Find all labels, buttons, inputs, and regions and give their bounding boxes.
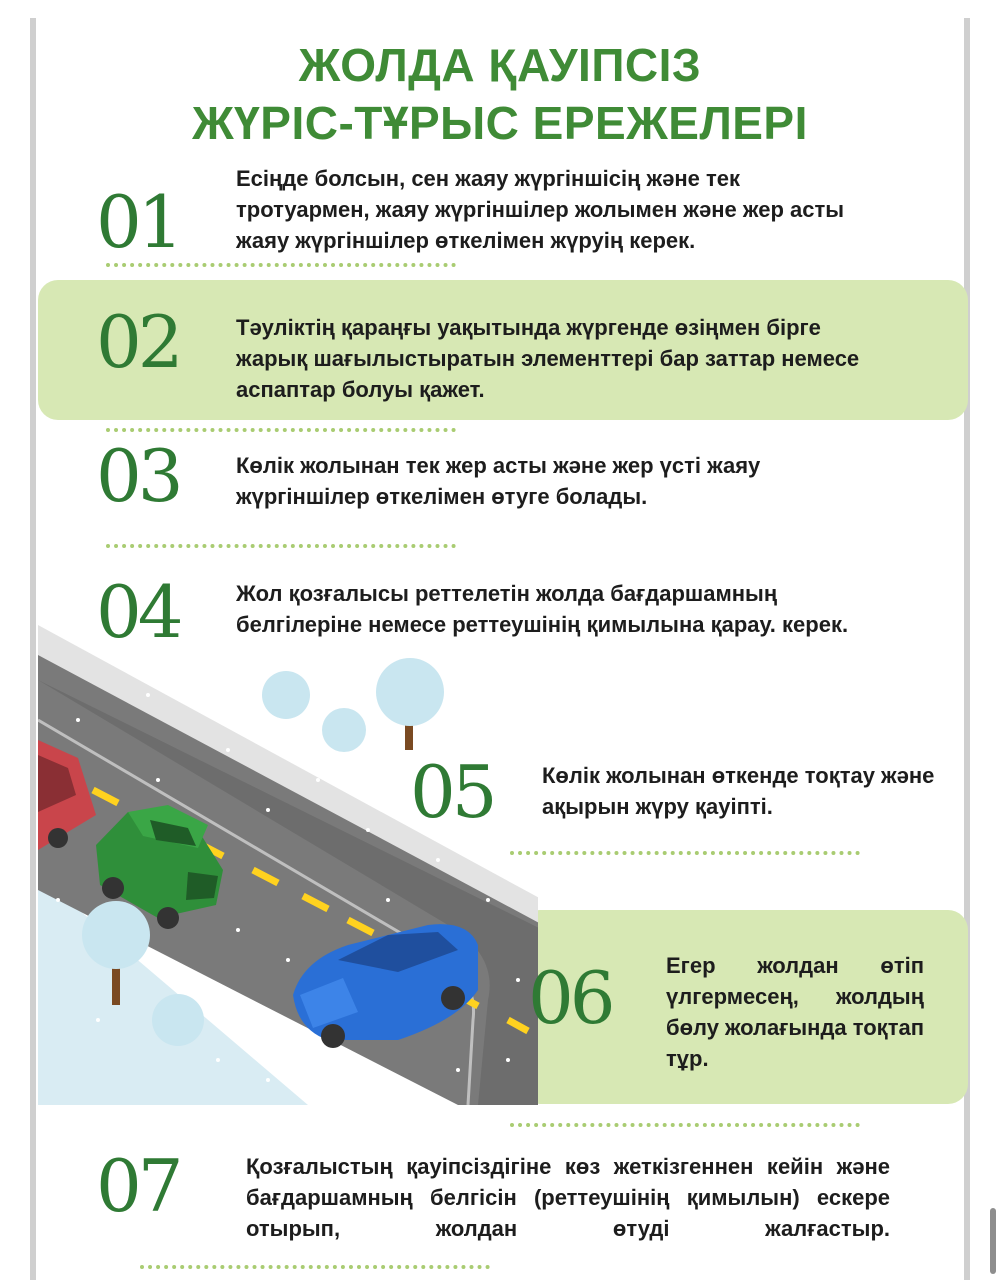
rule-03-text: Көлік жолынан тек жер асты және жер үсті жаяу жүргіншілер өткелімен өтуге болады.	[236, 453, 761, 509]
rule-03-number: 03	[96, 434, 180, 518]
road-illustration	[38, 600, 538, 1105]
rule-06-divider	[510, 1123, 860, 1127]
rule-01-divider	[106, 263, 456, 267]
rule-02-text: Тәуліктің қараңғы уақытында жүргенде өзіңмен бірге жарық шағылыстыратын элементтері бар заттар немесе аспаптар болуы қажет.	[236, 315, 860, 402]
rule-05-text: Көлік жолынан өткенде тоқтау және ақырын жүру қауіпті.	[542, 763, 935, 819]
snowy-bush-1	[262, 671, 310, 719]
left-frame-line	[30, 18, 36, 1280]
rule-02-number: 02	[96, 300, 180, 384]
rule-07-divider	[140, 1265, 490, 1269]
title-line-1: ЖОЛДА ҚАУІПСІЗ	[298, 39, 702, 91]
rule-06-text: Егер жолдан өтіп үлгермесең, жолдың бөлу жолағында тоқтап тұр.	[666, 953, 924, 1071]
rule-01-text: Есіңде болсын, сен жаяу жүргіншісің және тек тротуармен, жаяу жүргіншілер жолымен және жер асты жаяу жүргіншілер өткелімен жүруің керек.	[236, 166, 845, 253]
scrollbar-thumb[interactable]	[990, 1208, 996, 1274]
snowy-bush-3	[152, 994, 204, 1046]
rule-06-number: 06	[528, 956, 612, 1040]
rule-01-number: 01	[96, 180, 180, 264]
rule-04-text: Жол қозғалысы реттелетін жолда бағдаршамның белгілеріне немесе реттеушінің қимылына қарау. керек.	[236, 581, 849, 637]
rule-05-divider	[510, 851, 860, 855]
page-title	[100, 36, 900, 152]
rule-07-text: Қозғалыстың қауіпсіздігіне көз жеткізгеннен кейін және бағдаршамның белгісін (реттеушінің қимылын) ескере отырып, жолдан өтуді жалғастыр.	[246, 1154, 890, 1241]
rule-04-number: 04	[96, 570, 180, 654]
rule-03-divider	[106, 544, 456, 548]
rule-02-divider	[106, 428, 456, 432]
title-line-2: ЖҮРІС-ТҰРЫС ЕРЕЖЕЛЕРІ	[192, 97, 808, 149]
rule-05-number: 05	[410, 750, 494, 834]
rule-07-number: 07	[96, 1144, 180, 1228]
snowy-bush-2	[322, 708, 366, 752]
